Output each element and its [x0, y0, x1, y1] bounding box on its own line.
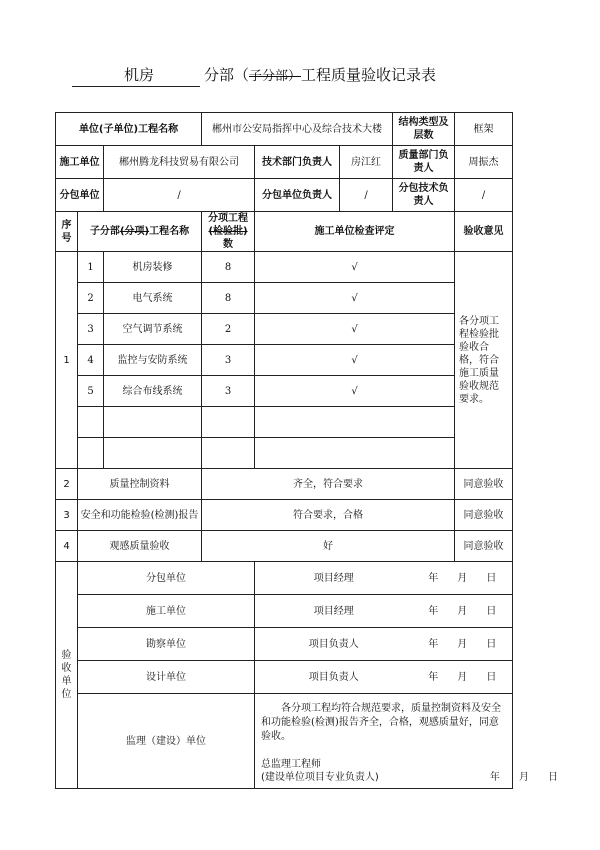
item-check: √	[255, 252, 455, 283]
date-month: 月	[518, 772, 529, 783]
item-check: √	[255, 283, 455, 314]
acceptance-date	[413, 661, 513, 694]
item-check: √	[255, 345, 455, 376]
acceptance-date	[413, 595, 513, 628]
table-row	[56, 469, 513, 500]
row-eval: 好	[202, 531, 455, 562]
row-opinion: 同意验收	[455, 531, 513, 562]
empty-cell	[255, 438, 455, 469]
col-count-c: 数	[223, 239, 234, 250]
row-name: 观感质量验收	[78, 531, 202, 562]
item-count: 2	[202, 314, 255, 345]
header-row-unit	[56, 113, 513, 146]
date-year: 年	[428, 572, 439, 584]
row-eval: 符合要求，合格	[202, 500, 455, 531]
date-year: 年	[428, 638, 439, 650]
supervision-row	[56, 694, 513, 789]
acceptance-unit: 勘察单位	[78, 628, 255, 661]
date-year: 年	[428, 605, 439, 617]
item-name: 综合布线系统	[104, 376, 202, 407]
item-count: 3	[202, 376, 255, 407]
table-row	[56, 500, 513, 531]
acceptance-role: 项目经理	[255, 562, 413, 595]
row-seq: 3	[56, 500, 78, 531]
quality-dept-label: 质量部门负责人	[393, 146, 455, 179]
item-check: √	[255, 314, 455, 345]
item-count: 8	[202, 252, 255, 283]
acceptance-role: 项目负责人	[255, 628, 413, 661]
table-row	[56, 283, 513, 314]
row-seq: 2	[56, 469, 78, 500]
date-year: 年	[489, 772, 500, 783]
item-name: 监控与安防系统	[104, 345, 202, 376]
empty-cell	[104, 407, 202, 438]
header-row-construction	[56, 146, 513, 179]
item-no: 5	[78, 376, 104, 407]
subcontract-unit-label: 分包单位	[56, 179, 104, 212]
acceptance-row	[56, 562, 513, 595]
tech-dept-label: 技术部门负责人	[255, 146, 340, 179]
date-month: 月	[457, 638, 468, 650]
table-row-empty	[56, 438, 513, 469]
acceptance-row	[56, 628, 513, 661]
unit-name-value: 郴州市公安局指挥中心及综合技术大楼	[202, 113, 393, 146]
col-count-a: 分项工程	[208, 213, 249, 224]
table-row	[56, 314, 513, 345]
table-row	[56, 345, 513, 376]
table-row	[56, 376, 513, 407]
col-eval: 施工单位检查评定	[255, 212, 455, 252]
row-opinion: 同意验收	[455, 469, 513, 500]
col-name-a: 子分部	[89, 226, 120, 237]
side-char: 位	[61, 689, 72, 700]
acceptance-role: 项目经理	[255, 595, 413, 628]
col-count-b: (检验批)	[208, 226, 248, 237]
header-row-subcontract	[56, 179, 513, 212]
side-char: 验	[61, 650, 72, 661]
structure-type-value: 框架	[455, 113, 513, 146]
subcontract-tech-value: /	[455, 179, 513, 212]
empty-cell	[202, 438, 255, 469]
date-year: 年	[428, 671, 439, 683]
title-room: 机房	[124, 66, 155, 84]
tech-dept-value: 房江红	[340, 146, 393, 179]
supervision-unit: 监理（建设）单位	[78, 694, 255, 789]
supervision-text: 各分项工程均符合规范要求，质量控制资料及安全和功能检验(检测)报告齐全，合格，观感质量好，同意验收。	[261, 703, 502, 742]
date-day: 日	[486, 671, 497, 683]
acceptance-unit: 设计单位	[78, 661, 255, 694]
col-count	[202, 212, 255, 252]
col-name-struck: (分项)	[119, 226, 150, 237]
date-day: 日	[486, 638, 497, 650]
row-eval: 齐全，符合要求	[202, 469, 455, 500]
construction-unit-label: 施工单位	[56, 146, 104, 179]
table-row	[56, 252, 513, 283]
supervision-role-2: (建设单位项目专业负责人)	[261, 772, 379, 783]
acceptance-date	[413, 628, 513, 661]
col-seq: 序号	[56, 212, 78, 252]
acceptance-date	[413, 562, 513, 595]
construction-unit-value: 郴州腾龙科技贸易有限公司	[104, 146, 255, 179]
date-day: 日	[548, 772, 559, 783]
group1-seq: 1	[56, 252, 78, 469]
date-day: 日	[486, 605, 497, 617]
table-row	[56, 531, 513, 562]
supervision-block	[255, 694, 559, 789]
title-suffix: 工程质量验收记录表	[301, 66, 437, 84]
empty-cell	[104, 438, 202, 469]
subcontract-resp-value: /	[340, 179, 393, 212]
empty-cell	[202, 407, 255, 438]
empty-cell	[255, 407, 455, 438]
item-name: 空气调节系统	[104, 314, 202, 345]
item-no: 3	[78, 314, 104, 345]
subcontract-tech-label: 分包技术负责人	[393, 179, 455, 212]
item-count: 8	[202, 283, 255, 314]
item-no: 4	[78, 345, 104, 376]
empty-cell	[78, 407, 104, 438]
title-struck: 子分部）	[249, 69, 302, 84]
quality-dept-value: 周振杰	[455, 146, 513, 179]
acceptance-role: 项目负责人	[255, 661, 413, 694]
row-opinion: 同意验收	[455, 500, 513, 531]
row-name: 安全和功能检验(检测)报告	[78, 500, 202, 531]
row-seq: 4	[56, 531, 78, 562]
acceptance-unit: 分包单位	[78, 562, 255, 595]
quality-acceptance-table	[55, 112, 559, 789]
supervision-role-line	[261, 771, 559, 784]
row-name: 质量控制资料	[78, 469, 202, 500]
title-main	[204, 64, 436, 85]
item-no: 2	[78, 283, 104, 314]
date-day: 日	[486, 572, 497, 584]
title-underline	[72, 86, 200, 87]
item-check: √	[255, 376, 455, 407]
item-name: 机房装修	[104, 252, 202, 283]
item-no: 1	[78, 252, 104, 283]
col-opinion: 验收意见	[455, 212, 513, 252]
group1-opinion: 各分项工程检验批验收合格，符合施工质量验收规范要求。	[455, 252, 513, 469]
acceptance-unit: 施工单位	[78, 595, 255, 628]
date-month: 月	[457, 605, 468, 617]
side-char: 收	[61, 663, 72, 674]
acceptance-side-label	[56, 562, 78, 789]
unit-name-label: 单位(子单位)工程名称	[56, 113, 202, 146]
column-header-row	[56, 212, 513, 252]
col-name	[78, 212, 202, 252]
col-name-b: 工程名称	[149, 226, 190, 237]
date-month: 月	[457, 671, 468, 683]
table-row-empty	[56, 407, 513, 438]
subcontract-unit-value: /	[104, 179, 255, 212]
acceptance-row	[56, 661, 513, 694]
title-prefix: 分部（	[204, 66, 250, 84]
supervision-date	[490, 771, 558, 784]
form-title	[0, 64, 600, 88]
date-month: 月	[457, 572, 468, 584]
supervision-role-1: 总监理工程师	[261, 759, 322, 770]
item-count: 3	[202, 345, 255, 376]
item-name: 电气系统	[104, 283, 202, 314]
acceptance-row	[56, 595, 513, 628]
structure-type-label: 结构类型及层数	[393, 113, 455, 146]
side-char: 单	[61, 676, 72, 687]
subcontract-resp-label: 分包单位负责人	[255, 179, 340, 212]
empty-cell	[78, 438, 104, 469]
